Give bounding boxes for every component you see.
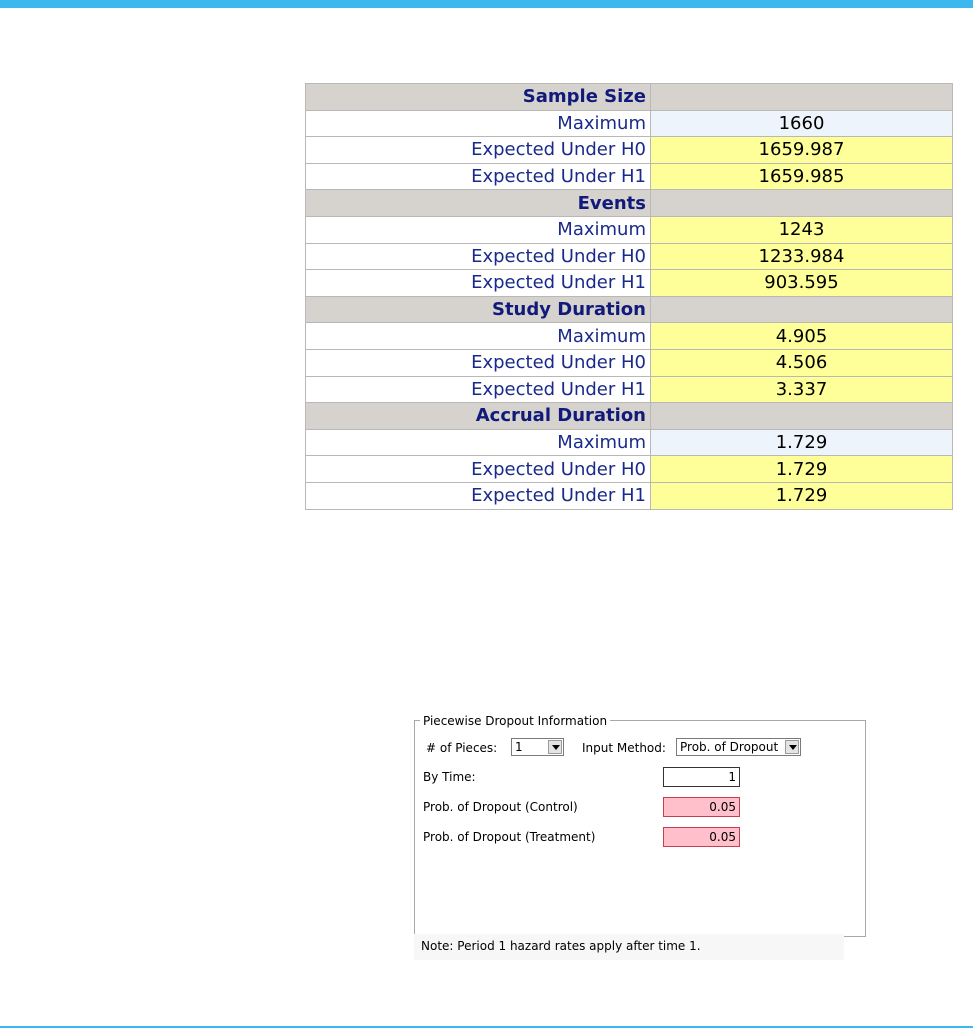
row-value: 1659.985	[651, 163, 953, 190]
row-value: 1243	[651, 216, 953, 243]
bottom-accent-line	[0, 1026, 973, 1028]
input-method-select-value: Prob. of Dropout	[680, 740, 779, 754]
section-header-row	[306, 190, 953, 217]
treatment-dropout-input[interactable]: 0.05	[663, 827, 740, 847]
row-label: Expected Under H1	[306, 163, 651, 190]
table-row	[306, 429, 953, 456]
section-title: Study Duration	[306, 296, 651, 323]
pieces-select-value: 1	[515, 740, 523, 754]
row-label: Expected Under H1	[306, 270, 651, 297]
treatment-dropout-label: Prob. of Dropout (Treatment)	[423, 830, 596, 844]
chevron-down-icon[interactable]	[548, 740, 562, 754]
pieces-select[interactable]	[511, 738, 564, 756]
section-title: Events	[306, 190, 651, 217]
top-accent-bar	[0, 0, 973, 8]
row-label: Expected Under H0	[306, 456, 651, 483]
section-title: Accrual Duration	[306, 403, 651, 430]
row-value: 1.729	[651, 482, 953, 509]
table-row	[306, 482, 953, 509]
section-header-blank	[651, 190, 953, 217]
by-time-input[interactable]: 1	[663, 767, 740, 787]
chevron-down-icon[interactable]	[785, 740, 799, 754]
row-value: 1.729	[651, 429, 953, 456]
row-value: 1659.987	[651, 137, 953, 164]
row-label: Expected Under H0	[306, 349, 651, 376]
row-label: Expected Under H1	[306, 482, 651, 509]
row-value: 903.595	[651, 270, 953, 297]
section-header-blank	[651, 84, 953, 111]
pieces-label: # of Pieces:	[426, 741, 498, 755]
table-row	[306, 270, 953, 297]
table-row	[306, 163, 953, 190]
row-label: Maximum	[306, 429, 651, 456]
section-header-blank	[651, 403, 953, 430]
results-table	[305, 83, 953, 510]
section-header-row	[306, 84, 953, 111]
row-value: 1233.984	[651, 243, 953, 270]
table-row	[306, 243, 953, 270]
section-header-row	[306, 403, 953, 430]
row-label: Expected Under H1	[306, 376, 651, 403]
control-dropout-label: Prob. of Dropout (Control)	[423, 800, 578, 814]
row-label: Expected Under H0	[306, 243, 651, 270]
table-row	[306, 323, 953, 350]
by-time-label: By Time:	[423, 770, 476, 784]
table-row	[306, 349, 953, 376]
row-label: Maximum	[306, 216, 651, 243]
row-label: Expected Under H0	[306, 137, 651, 164]
table-row	[306, 137, 953, 164]
table-row	[306, 216, 953, 243]
row-value: 4.506	[651, 349, 953, 376]
section-title: Sample Size	[306, 84, 651, 111]
control-dropout-input[interactable]: 0.05	[663, 797, 740, 817]
row-value: 1660	[651, 110, 953, 137]
dropout-note: Note: Period 1 hazard rates apply after time 1.	[414, 934, 844, 960]
dropout-panel-title: Piecewise Dropout Information	[420, 713, 610, 729]
section-header-row	[306, 296, 953, 323]
row-label: Maximum	[306, 323, 651, 350]
input-method-label: Input Method:	[582, 741, 666, 755]
table-row	[306, 376, 953, 403]
row-value: 1.729	[651, 456, 953, 483]
input-method-select[interactable]	[676, 738, 801, 756]
table-row	[306, 456, 953, 483]
row-value: 3.337	[651, 376, 953, 403]
row-value: 4.905	[651, 323, 953, 350]
section-header-blank	[651, 296, 953, 323]
table-row	[306, 110, 953, 137]
row-label: Maximum	[306, 110, 651, 137]
